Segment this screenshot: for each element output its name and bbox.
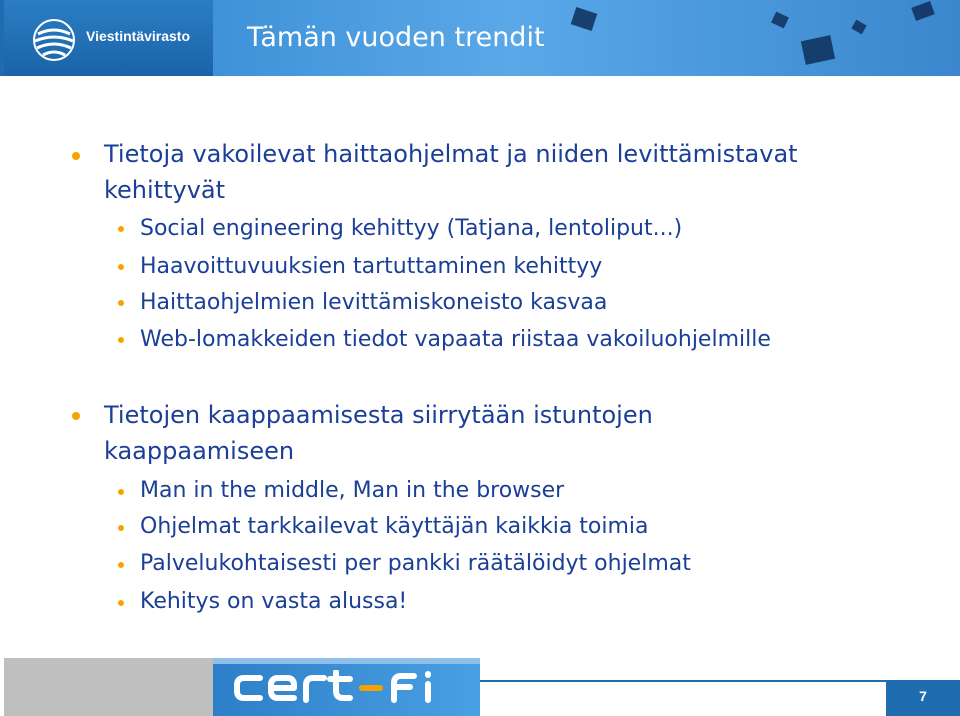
sub-bullet-text: Palvelukohtaisesti per pankki räätälöidyt ohjelmat — [140, 551, 691, 576]
bullet-dot — [72, 152, 80, 160]
title-band — [213, 0, 960, 76]
decoration-square — [851, 20, 866, 35]
bullet-text-continued: kehittyvät — [104, 176, 226, 204]
sub-bullet-dot — [118, 264, 124, 270]
page-number: 7 — [919, 688, 927, 704]
footer-divider — [480, 680, 886, 682]
footer-grey-block — [4, 658, 213, 716]
sub-bullet-dot — [118, 337, 124, 343]
bullet-text: Tietojen kaappaamisesta siirrytään istuntojen — [104, 401, 653, 429]
slide-title: Tämän vuoden trendit — [247, 22, 545, 53]
logo-text: Viestintävirasto — [86, 28, 191, 44]
bullet-dot — [72, 412, 80, 420]
decoration-square — [911, 1, 935, 21]
sub-bullet-text: Web-lomakkeiden tiedot vapaata riistaa vakoiluohjelmille — [140, 327, 771, 352]
sub-bullet-text: Haavoittuvuuksien tartuttaminen kehittyy — [140, 254, 603, 279]
bullet-text-continued: kaappaamiseen — [104, 437, 295, 465]
footer-brand-band-highlight — [213, 658, 480, 664]
page-number-box — [886, 680, 960, 716]
decoration-square — [571, 7, 597, 31]
sub-bullet-text: Kehitys on vasta alussa! — [140, 589, 408, 614]
sub-bullet-dot — [118, 525, 124, 531]
sub-bullet-text: Social engineering kehittyy (Tatjana, lentoliput...) — [140, 216, 683, 241]
cert-fi-logo — [232, 670, 452, 706]
decoration-square — [771, 12, 789, 29]
sub-bullet-text: Ohjelmat tarkkailevat käyttäjän kaikkia toimia — [140, 514, 649, 539]
sub-bullet-text: Man in the middle, Man in the browser — [140, 478, 565, 503]
sub-bullet-text: Haittaohjelmien levittämiskoneisto kasvaa — [140, 290, 608, 315]
sub-bullet-dot — [118, 300, 124, 306]
globe-icon — [32, 18, 76, 62]
sub-bullet-dot — [118, 226, 124, 232]
organization-logo — [4, 0, 213, 76]
decoration-square — [801, 35, 835, 65]
bullet-text: Tietoja vakoilevat haittaohjelmat ja niiden levittämistavat — [104, 140, 798, 168]
sub-bullet-dot — [118, 562, 124, 568]
sub-bullet-dot — [118, 489, 124, 495]
slide-header — [0, 0, 960, 76]
sub-bullet-dot — [118, 600, 124, 606]
